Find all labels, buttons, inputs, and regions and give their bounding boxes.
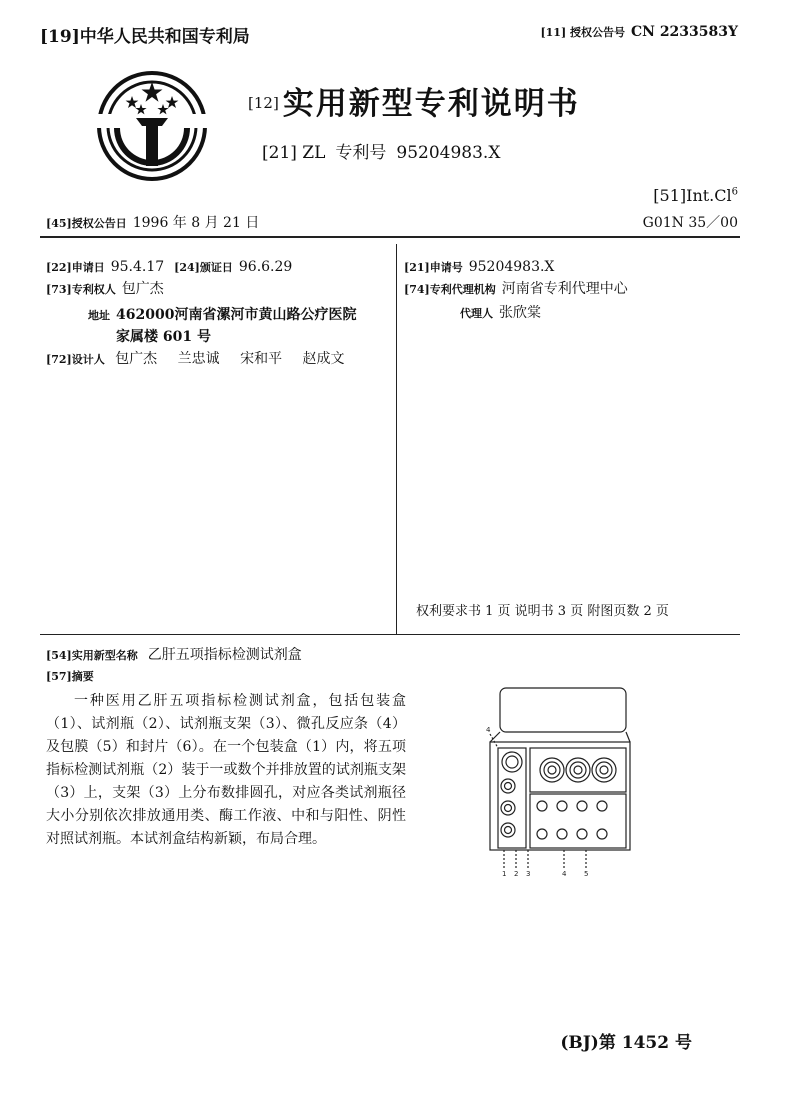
owner-label: [73]专利权人 [46, 283, 116, 296]
filing-row [46, 256, 292, 279]
address-line-1: 462000河南省漯河市黄山路公疗医院 [116, 307, 357, 323]
cert-date: 96.6.29 [238, 259, 293, 275]
announcement-label: [11] 授权公告号 [540, 26, 625, 39]
announcement-number [540, 24, 738, 40]
abstract-text: 一种医用乙肝五项指标检测试剂盒，包括包装盒（1）、试剂瓶（2）、试剂瓶支架（3）、微孔反应条（4）及包膜（5）和封片（6）。在一个包装盒（1）内，将五项指标检测试剂瓶（2）装于一或数个并排放置的试剂瓶支架（3）上，支架（3）上分布数排圆孔，对应各类试剂瓶径大小分别依次排放通用类、酶工作液、中和与阳性、阴性对照试剂瓶。本试剂盒结构新颖，布局合理。 [46, 693, 406, 847]
figure-label: 2 [514, 870, 519, 878]
patent-label: 专利号 [335, 143, 387, 163]
utility-model-name-row [46, 644, 302, 664]
figure-label: 3 [526, 870, 531, 878]
designer-name: 兰忠诚 [177, 351, 220, 367]
designer-row [46, 348, 345, 371]
column-divider [396, 244, 397, 634]
grant-date-line [46, 212, 259, 232]
document-title [248, 78, 580, 123]
patent-code: [21] ZL [262, 143, 326, 163]
title-text: 实用新型专利说明书 [282, 86, 580, 122]
agent-name: 张欣棠 [499, 305, 541, 321]
utility-model-name: 乙肝五项指标检测试剂盒 [147, 647, 302, 663]
designer-name: 包广杰 [115, 351, 158, 367]
designer-label: [72]设计人 [46, 353, 105, 366]
int-cl-text: [51]Int.Cl [653, 186, 732, 205]
box-lid-outline [500, 688, 626, 732]
patent-number: 95204983.X [396, 143, 501, 163]
agency-row [404, 278, 628, 301]
ipc-code: G01N 35／00 [642, 215, 738, 231]
abstract-heading [46, 668, 98, 684]
kit-drawing [486, 680, 666, 880]
cert-label: [24]颁证日 [174, 261, 233, 274]
figure-label: 4 [562, 870, 567, 878]
grant-date: 1996 年 8 月 21 日 [132, 215, 260, 231]
address-label: 地址 [88, 309, 110, 322]
page-count-summary: 权利要求书 1 页 说明书 3 页 附图页数 2 页 [416, 604, 669, 619]
agent-row [460, 302, 541, 325]
figure-label: 5 [584, 870, 589, 878]
owner-name: 包广杰 [121, 281, 164, 297]
agency-name: 河南省专利代理中心 [501, 281, 628, 297]
title-code: [12] [248, 94, 279, 112]
announcement-value: CN 2233583Y [631, 24, 738, 40]
address-line-2: 家属楼 601 号 [116, 329, 211, 345]
int-cl-edition: 6 [731, 186, 738, 198]
figure-label: 1 [502, 870, 507, 878]
owner-row [46, 278, 164, 301]
designer-name: 宋和平 [240, 351, 283, 367]
abstract-label: [57]摘要 [46, 670, 94, 683]
mid-divider [40, 634, 740, 635]
designer-name: 赵成文 [302, 351, 345, 367]
patent-office-emblem-icon [96, 70, 208, 182]
figure-label: 4 [486, 726, 491, 734]
grant-label: [45]授权公告日 [46, 217, 127, 230]
footer-serial: (BJ)第 1452 号 [560, 1033, 692, 1053]
application-row [404, 256, 554, 279]
agent-label: 代理人 [460, 307, 493, 320]
box-outline [490, 742, 630, 850]
top-divider [40, 236, 740, 238]
application-label: [21]申请号 [404, 261, 463, 274]
office-header: [19]中华人民共和国专利局 [40, 27, 250, 47]
utility-model-name-label: [54]实用新型名称 [46, 649, 138, 662]
agency-label: [74]专利代理机构 [404, 283, 496, 296]
application-number: 95204983.X [468, 259, 555, 275]
filing-label: [22]申请日 [46, 261, 105, 274]
filing-date: 95.4.17 [110, 259, 165, 275]
address-row [88, 304, 356, 327]
int-cl-label [653, 186, 738, 205]
patent-number-line [262, 138, 510, 163]
